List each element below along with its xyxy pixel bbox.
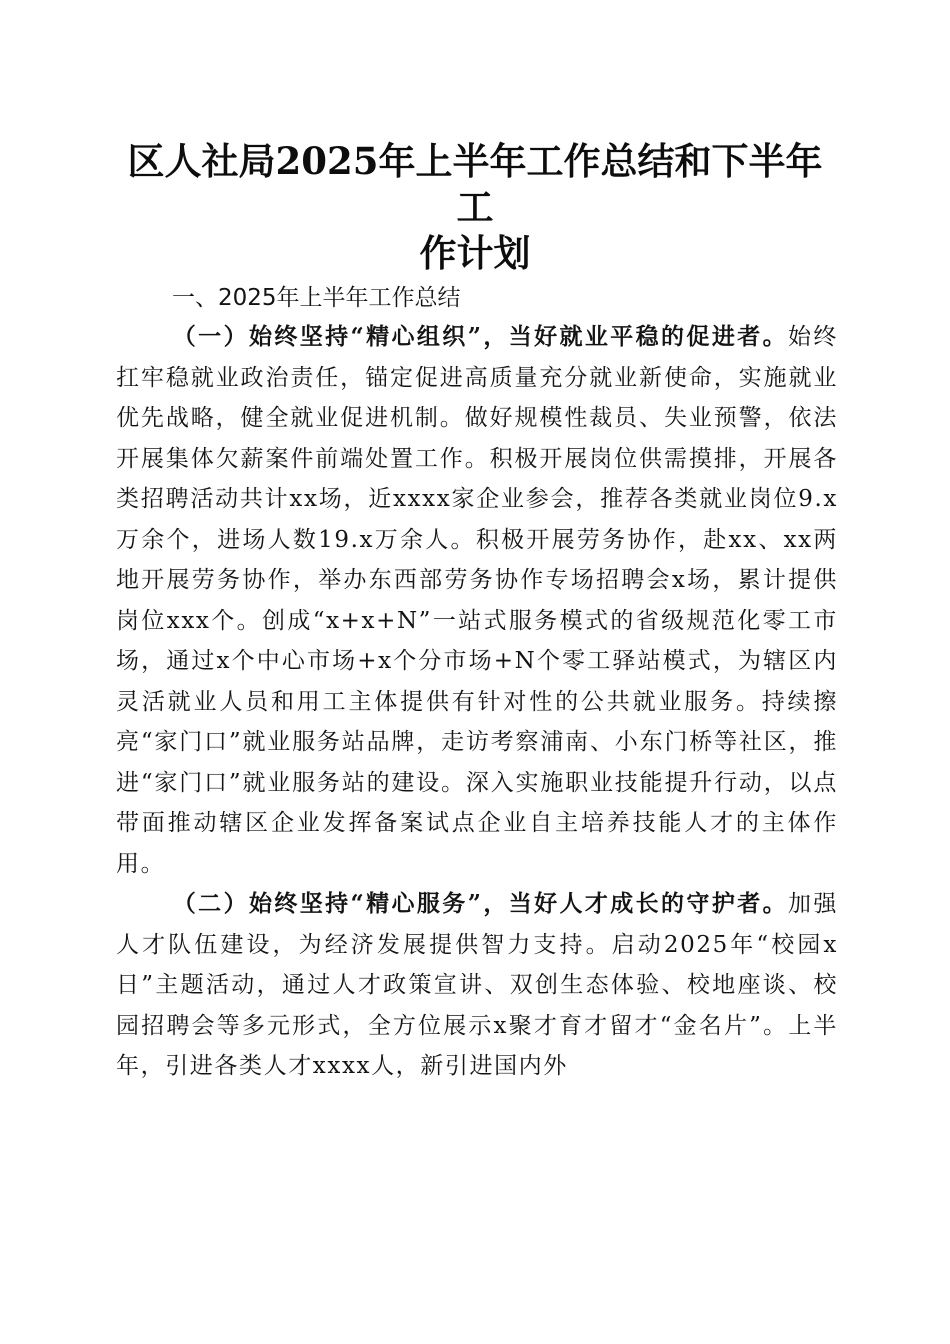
paragraph-1-text: 始终扛牢稳就业政治责任，锚定促进高质量充分就业新使命，实施就业优先战略，健全就业促进机制。做好规模性裁员、失业预警，依法开展集体欠薪案件前端处置工作。积极开展岗位供需摸排，开展各类招聘活动共计xx场，近xxxx家企业参会，推荐各类就业岗位9.x万余个，进场人数19.x万余人。积极开展劳务协作，赴xx、xx两地开展劳务协作，举办东西部劳务协作专场招聘会x场，累计提供岗位xxx个。创成“x+x+N”一站式服务模式的省级规范化零工市场，通过x个中心市场+x个分市场+N个零工驿站模式，为辖区内灵活就业人员和用工主体提供有针对性的公共就业服务。持续擦亮“家门口”就业服务站品牌，走访考察浦南、小东门桥等社区，推进“家门口”就业服务站的建设。深入实施职业技能提升行动，以点带面推动辖区企业发挥备案试点企业自主培养技能人才的主体作用。 [116,324,838,877]
paragraph-1 [116,317,838,884]
section-heading: 一、2025年上半年工作总结 [172,285,461,311]
paragraph-2 [116,884,838,1087]
document-body [116,279,838,1087]
document-title-line-2: 作计划 [419,231,531,275]
document-title-line-1: 区人社局2025年上半年工作总结和下半年工 [127,139,823,229]
paragraph-1-subheading: （一）始终坚持“精心组织”，当好就业平稳的促进者。 [172,323,788,350]
paragraph-2-text: 加强人才队伍建设，为经济发展提供智力支持。启动2025年“校园x日”主题活动，通过人才政策宣讲、双创生态体验、校地座谈、校园招聘会等多元形式，全方位展示x聚才育才留才“金名片”。上半年，引进各类人才xxxx人，新引进国内外 [116,891,838,1079]
document-title [110,138,840,276]
paragraph-2-subheading: （二）始终坚持“精心服务”，当好人才成长的守护者。 [172,890,788,917]
